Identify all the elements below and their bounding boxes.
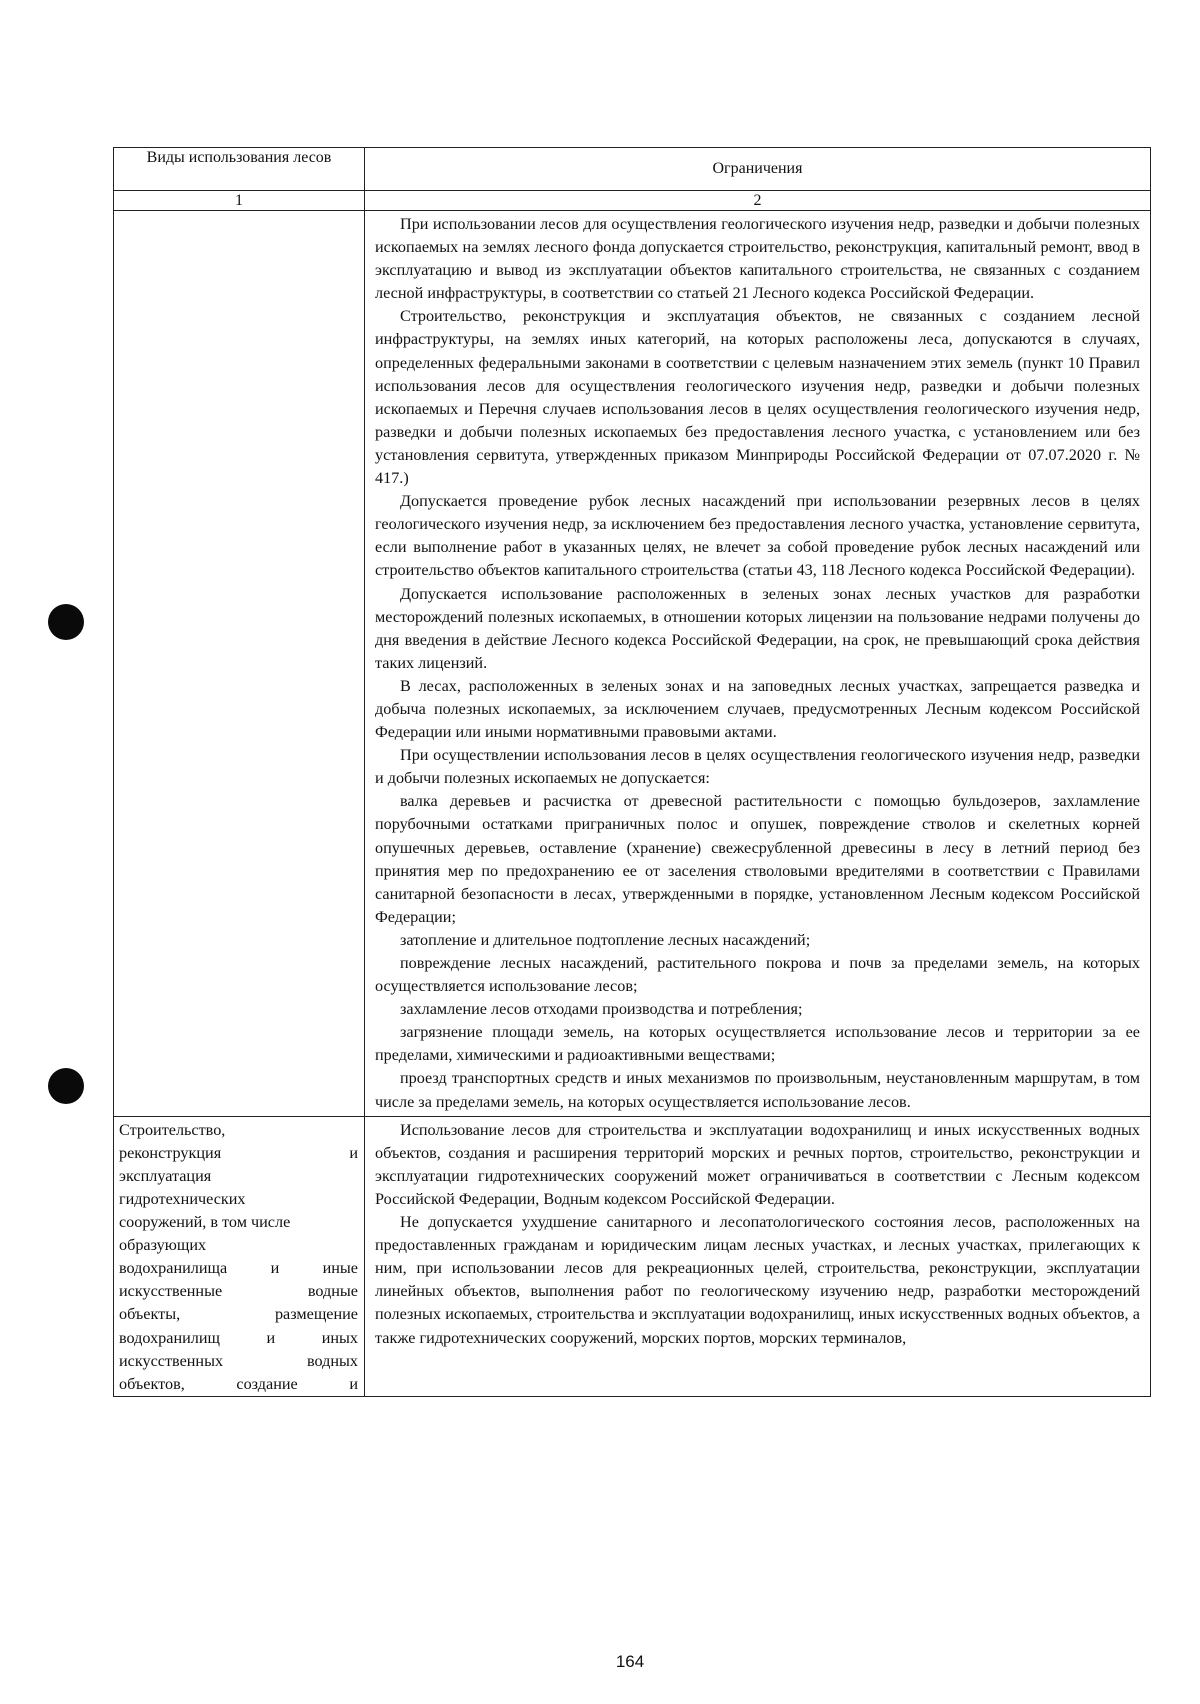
paragraph: повреждение лесных насаждений, растительного покрова и почв за пределами земель, на которых осуществляется использование лесов; (375, 954, 1140, 996)
word: Строительство, (119, 1120, 226, 1139)
word: гидротехнических (119, 1189, 246, 1208)
use-line (119, 1142, 358, 1165)
column-number-row (114, 191, 1151, 211)
use-line (119, 1257, 358, 1280)
paragraph: Допускается использование расположенных в зеленых зонах лесных участков для разработки месторождений полезных ископаемых, в отношении которых лицензии на пользование недрами получены до дня введения в действие Лесного кодекса Российской Федерации, на срок, не превышающий срока действия таких лицензий. (375, 584, 1140, 672)
column-number-2: 2 (365, 191, 1151, 211)
column-number-1: 1 (114, 191, 365, 211)
word: водохранилищ (119, 1328, 220, 1347)
word: объектов, (119, 1374, 185, 1393)
page-number: 164 (615, 1652, 645, 1671)
paragraph: Не допускается ухудшение санитарного и лесопатологического состояния лесов, расположенных на предоставленных гражданам и юридическим лицам лесных участках, и лесных участках, прилегающих к ним, при использовании лесов для рекреационных целей, строительства, реконструкции, эксплуатации линейных объектов, выполнения работ по геологическому изучению недр, разработки месторождений полезных ископаемых, строительства и эксплуатации водохранилищ, иных искусственных водных объектов, а также гидротехнических сооружений, морских портов, морских терминалов, (375, 1213, 1140, 1347)
restrictions-table (113, 147, 1151, 1397)
word: реконструкция (119, 1143, 222, 1162)
punch-hole (48, 604, 84, 640)
use-line (119, 1373, 358, 1396)
word: водохранилища (119, 1259, 228, 1278)
word: создание (236, 1374, 298, 1393)
use-line (119, 1234, 358, 1257)
word: иные (322, 1259, 358, 1278)
forest-use-cell (114, 211, 365, 1117)
use-line (119, 1188, 358, 1211)
use-line (119, 1165, 358, 1188)
word: и (349, 1143, 358, 1162)
word: искусственных (119, 1351, 224, 1370)
paragraph: валка деревьев и расчистка от древесной растительности с помощью бульдозеров, захламление порубочными остатками приграничных полос и опушек, повреждение стволов и скелетных корней опушечных деревьев, оставление (хранение) свежесрубленной древесины в лесу в летний период без принятия мер по предохранению ее от заселения стволовыми вредителями в соответствии с Правилами санитарной безопасности в лесах, утвержденными в порядке, установленном Лесным кодексом Российской Федерации; (375, 792, 1140, 926)
paragraph: загрязнение площади земель, на которых осуществляется использование лесов и территории за ее пределами, химическими и радиоактивными веществами; (375, 1023, 1140, 1065)
word: искусственные (119, 1282, 223, 1301)
word: водных (306, 1351, 358, 1370)
word: размещение (274, 1305, 358, 1324)
restrictions-cell (365, 211, 1151, 1117)
word: и (270, 1259, 280, 1278)
use-line (119, 1350, 358, 1373)
paragraph: Использование лесов для строительства и эксплуатации водохранилищ и иных искусственных водных объектов, создания и расширения территорий морских и речных портов, строительство, реконструкции и эксплуатации гидротехнических сооружений может ограничиваться в соответствии с Лесным кодексом Российской Федерации, Водным кодексом Российской Федерации. (375, 1120, 1140, 1208)
header-row (114, 148, 1151, 191)
use-line (119, 1280, 358, 1303)
punch-hole (48, 1068, 84, 1104)
paragraph: захламление лесов отходами производства и потребления; (400, 1000, 803, 1019)
use-line (119, 1303, 358, 1326)
use-line (119, 1211, 358, 1234)
word: иных (321, 1328, 358, 1347)
paragraph: затопление и длительное подтопление лесных насаждений; (400, 930, 811, 949)
use-line (119, 1119, 358, 1142)
word: и (349, 1374, 358, 1393)
word: и (266, 1328, 276, 1347)
forest-use-cell (114, 1116, 365, 1396)
word: объекты, (119, 1305, 181, 1324)
word: образующих (119, 1236, 207, 1255)
paragraph: При осуществлении использования лесов в целях осуществления геологического изучения недр, разведки и добычи полезных ископаемых не допускается: (375, 746, 1140, 788)
table-row (114, 1116, 1151, 1396)
word: сооружений, в том числе (119, 1213, 291, 1232)
paragraph: проезд транспортных средств и иных механизмов по произвольным, неустановленным маршрутам, в том числе за пределами земель, на которых осуществляется использование лесов. (375, 1069, 1140, 1111)
paragraph: Строительство, реконструкция и эксплуатация объектов, не связанных с созданием лесной инфраструктуры, на землях иных категорий, на которых расположены леса, допускаются в случаях, определенных федеральными законами в соответствии с целевым назначением этих земель (пункт 10 Правил использования лесов для осуществления геологического изучения недр, разведки и добычи полезных ископаемых и Перечня случаев использования лесов в целях осуществления геологического изучения недр, разведки и добычи полезных ископаемых без предоставления лесного участка, с установлением или без установления сервитута, утвержденных приказом Минприроды Российской Федерации от 07.07.2020 г. № 417.) (375, 307, 1140, 488)
paragraph: При использовании лесов для осуществления геологического изучения недр, разведки и добычи полезных ископаемых на землях лесного фонда допускается строительство, реконструкция, капитальный ремонт, ввод в эксплуатацию и вывод из эксплуатации объектов капитального строительства, не связанных с созданием лесной инфраструктуры, в соответствии со статьей 21 Лесного кодекса Российской Федерации. (375, 215, 1140, 303)
paragraph: В лесах, расположенных в зеленых зонах и на заповедных лесных участках, запрещается разведка и добыча полезных ископаемых, за исключением случаев, предусмотренных Лесным кодексом Российской Федерации или иными нормативными правовыми актами. (375, 676, 1140, 742)
header-forest-use-types: Виды использования лесов (114, 148, 365, 191)
word: эксплуатация (119, 1166, 212, 1185)
word: водные (307, 1282, 358, 1301)
use-line (119, 1327, 358, 1350)
table-row (114, 211, 1151, 1117)
paragraph: Допускается проведение рубок лесных насаждений при использовании резервных лесов в целях геологического изучения недр, за исключением без предоставления лесного участка, установление сервитута, если выполнение работ в указанных целях, не влечет за собой проведение рубок лесных насаждений или строительство объектов капитального строительства (статьи 43, 118 Лесного кодекса Российской Федерации). (375, 492, 1140, 580)
header-restrictions: Ограничения (365, 148, 1151, 191)
restrictions-cell (365, 1116, 1151, 1396)
